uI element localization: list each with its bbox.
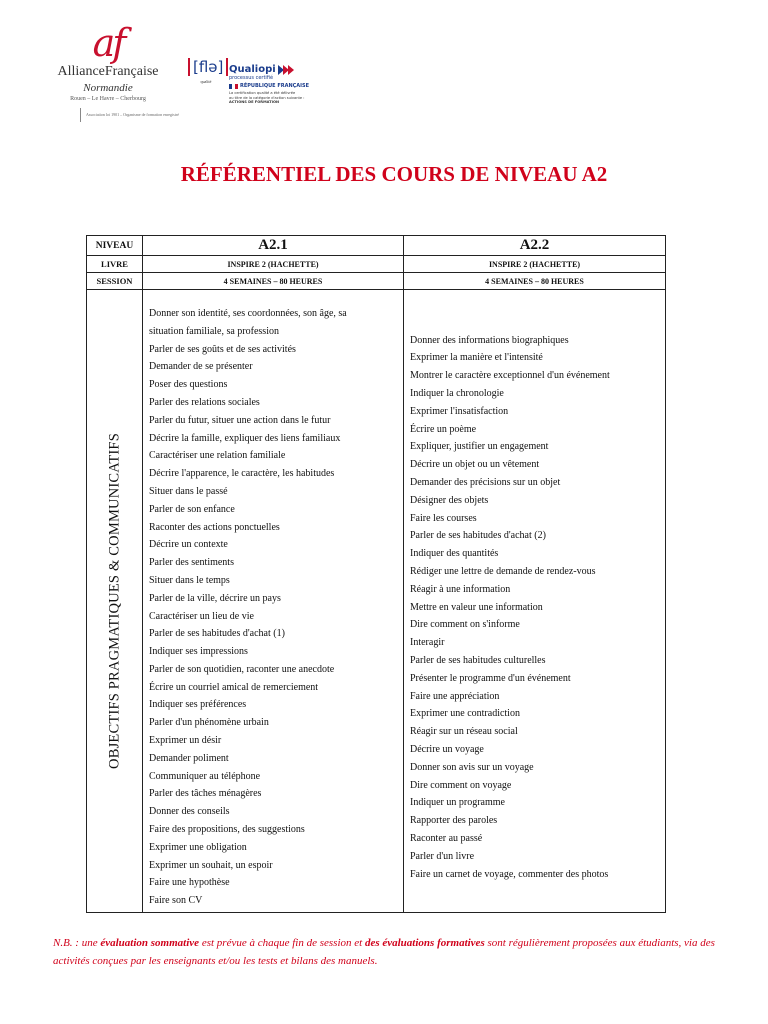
list-item: Interagir	[410, 637, 445, 649]
list-item: Raconter au passé	[410, 832, 483, 844]
list-item: Exprimer une contradiction	[410, 708, 520, 720]
list-item: Exprimer l'insatisfaction	[410, 405, 509, 417]
list-item: Demander des précisions sur un objet	[410, 477, 561, 489]
list-item: Indiquer ses préférences	[149, 699, 247, 711]
af-logo-region: Normandie	[83, 82, 133, 94]
list-item: Parler de ses goûts et de ses activités	[149, 343, 296, 355]
list-item: Indiquer la chronologie	[410, 388, 504, 400]
list-item: Parler d'un livre	[410, 850, 475, 862]
footnote-bold-2: des évaluations formatives	[364, 937, 485, 949]
list-item: Décrire la famille, expliquer des liens familiaux	[149, 432, 341, 444]
list-item: Mettre en valeur une information	[410, 601, 543, 613]
list-item: Parler des relations sociales	[149, 396, 260, 408]
list-item: Indiquer des quantités	[410, 548, 499, 560]
list-item: Exprimer la manière et l'intensité	[410, 352, 543, 364]
af-logo-cities: Rouen – Le Havre – Cherbourg	[70, 96, 146, 102]
list-item: Parler de son enfance	[149, 503, 235, 515]
footnote: N.B. : une évaluation sommative est prévue à chaque fin de session et des évaluations formatives sont régulièrement proposées aux étudiants, via des activités conçues par les enseignants et/ou les tests et bilans des manuels.	[53, 937, 715, 967]
list-item: Exprimer un souhait, un espoir	[149, 859, 273, 871]
level-a21: A2.1	[143, 236, 404, 256]
list-item: Situer dans le temps	[149, 574, 230, 586]
af-logo-name: AllianceFrançaise	[57, 64, 159, 79]
list-item: Rapporter des paroles	[410, 815, 498, 827]
list-item: Faire un carnet de voyage, commenter des photos	[410, 868, 609, 880]
list-item: Donner des informations biographiques	[410, 334, 569, 346]
list-item: Caractériser un lieu de vie	[149, 610, 254, 622]
list-item: Donner son identité, ses coordonnées, son âge, sa	[149, 307, 347, 319]
list-item: Faire son CV	[149, 895, 203, 907]
list-item: Montrer le caractère exceptionnel d'un événement	[410, 370, 610, 382]
list-item: Situer dans le passé	[149, 485, 228, 497]
objectives-a21-list	[143, 292, 403, 910]
session-a21: 4 SEMAINES – 80 HEURES	[143, 273, 404, 290]
list-item: Donner des conseils	[149, 806, 230, 818]
livre-a21: INSPIRE 2 (HACHETTE)	[143, 256, 404, 273]
list-item: Raconter des actions ponctuelles	[149, 521, 280, 533]
list-item: Exprimer une obligation	[149, 841, 247, 853]
objectives-side-label: OBJECTIFS PRAGMATIQUES & COMMUNICATIFS	[106, 433, 122, 769]
list-item: Demander poliment	[149, 752, 229, 764]
list-item: Présenter le programme d'un événement	[410, 672, 571, 684]
list-item: Rédiger une lettre de demande de rendez-vous	[410, 566, 596, 577]
qualiopi-text-2: au titre de la catégorie d'action suivante :	[229, 95, 305, 100]
niveau-label: NIVEAU	[87, 236, 143, 256]
list-item: Parler de son quotidien, raconter une anecdote	[149, 663, 335, 675]
alliance-francaise-logo	[38, 21, 178, 104]
list-item: Parler des tâches ménagères	[149, 788, 262, 800]
republique-label: RÉPUBLIQUE FRANÇAISE	[240, 83, 310, 89]
objectives-row	[87, 290, 666, 913]
list-item: Parler de ses habitudes d'achat (1)	[149, 628, 285, 640]
list-item: Dire comment on s'informe	[410, 619, 520, 631]
footnote-bold-1: évaluation sommative	[100, 937, 200, 949]
livre-a22: INSPIRE 2 (HACHETTE)	[404, 256, 666, 273]
list-item: Donner son avis sur un voyage	[410, 761, 534, 773]
list-item: Réagir à une information	[410, 583, 511, 595]
objectives-side-cell	[87, 290, 143, 913]
qualiopi-title: Qualiopi	[229, 64, 276, 75]
af-small-text: Association loi 1901 – Organisme de formation enregistré	[86, 112, 179, 117]
list-item: Faire les courses	[410, 512, 477, 524]
list-item: Caractériser une relation familiale	[149, 450, 286, 462]
livre-row	[87, 256, 666, 273]
session-label: SESSION	[87, 273, 143, 290]
objectives-a22-list	[404, 319, 665, 884]
qualiopi-text-1: La certification qualité a été délivrée	[229, 91, 296, 95]
objectives-a22-cell	[404, 290, 666, 913]
niveau-row	[87, 236, 666, 256]
list-item: Décrire un contexte	[149, 539, 228, 551]
list-item: Parler des sentiments	[149, 557, 234, 569]
list-item: Parler de la ville, décrire un pays	[149, 592, 281, 604]
session-a22: 4 SEMAINES – 80 HEURES	[404, 273, 666, 290]
qualiopi-text-3: ACTIONS DE FORMATION	[229, 100, 280, 104]
list-item: Parler de ses habitudes d'achat (2)	[410, 530, 546, 542]
list-item: Communiquer au téléphone	[149, 770, 261, 782]
list-item: Écrire un courriel amical de remerciement	[149, 681, 319, 693]
list-item: Indiquer un programme	[410, 797, 505, 809]
list-item: Désigner des objets	[410, 494, 489, 506]
list-item: Exprimer un désir	[149, 735, 222, 747]
session-row	[87, 273, 666, 290]
list-item: Poser des questions	[149, 379, 228, 391]
list-item: Décrire un objet ou un vêtement	[410, 459, 540, 471]
list-item: Parler de ses habitudes culturelles	[410, 654, 546, 666]
objectives-a21-cell	[143, 290, 404, 913]
list-item: Parler du futur, situer une action dans le futur	[149, 414, 331, 426]
livre-label: LIVRE	[87, 256, 143, 273]
curriculum-table	[86, 235, 666, 913]
fle-mark: [flə]	[188, 58, 228, 76]
list-item: situation familiale, sa profession	[149, 325, 279, 337]
list-item: Faire des propositions, des suggestions	[149, 824, 305, 836]
af-logo-mark: af	[92, 21, 124, 65]
list-item: Faire une hypothèse	[149, 877, 230, 889]
qualiopi-logo	[229, 64, 321, 105]
list-item: Décrire un voyage	[410, 743, 484, 755]
list-item: Décrire l'apparence, le caractère, les habitudes	[149, 468, 335, 480]
list-item: Dire comment on voyage	[410, 779, 512, 791]
french-flag-icon	[229, 84, 238, 89]
fle-logo	[188, 58, 224, 84]
list-item: Expliquer, justifier un engagement	[410, 441, 549, 453]
af-divider	[80, 108, 81, 122]
list-item: Parler d'un phénomène urbain	[149, 717, 269, 729]
qualiopi-sub: processus certifié	[229, 75, 274, 81]
list-item: Réagir sur un réseau social	[410, 726, 518, 738]
list-item: Indiquer ses impressions	[149, 646, 248, 658]
page-title: RÉFÉRENTIEL DES COURS DE NIVEAU A2	[180, 162, 608, 186]
level-a22: A2.2	[404, 236, 666, 256]
list-item: Faire une appréciation	[410, 690, 500, 702]
list-item: Écrire un poème	[410, 423, 477, 435]
fle-sub: qualité	[200, 79, 212, 84]
qualiopi-arrows-icon	[279, 65, 294, 75]
list-item: Demander de se présenter	[149, 361, 253, 373]
